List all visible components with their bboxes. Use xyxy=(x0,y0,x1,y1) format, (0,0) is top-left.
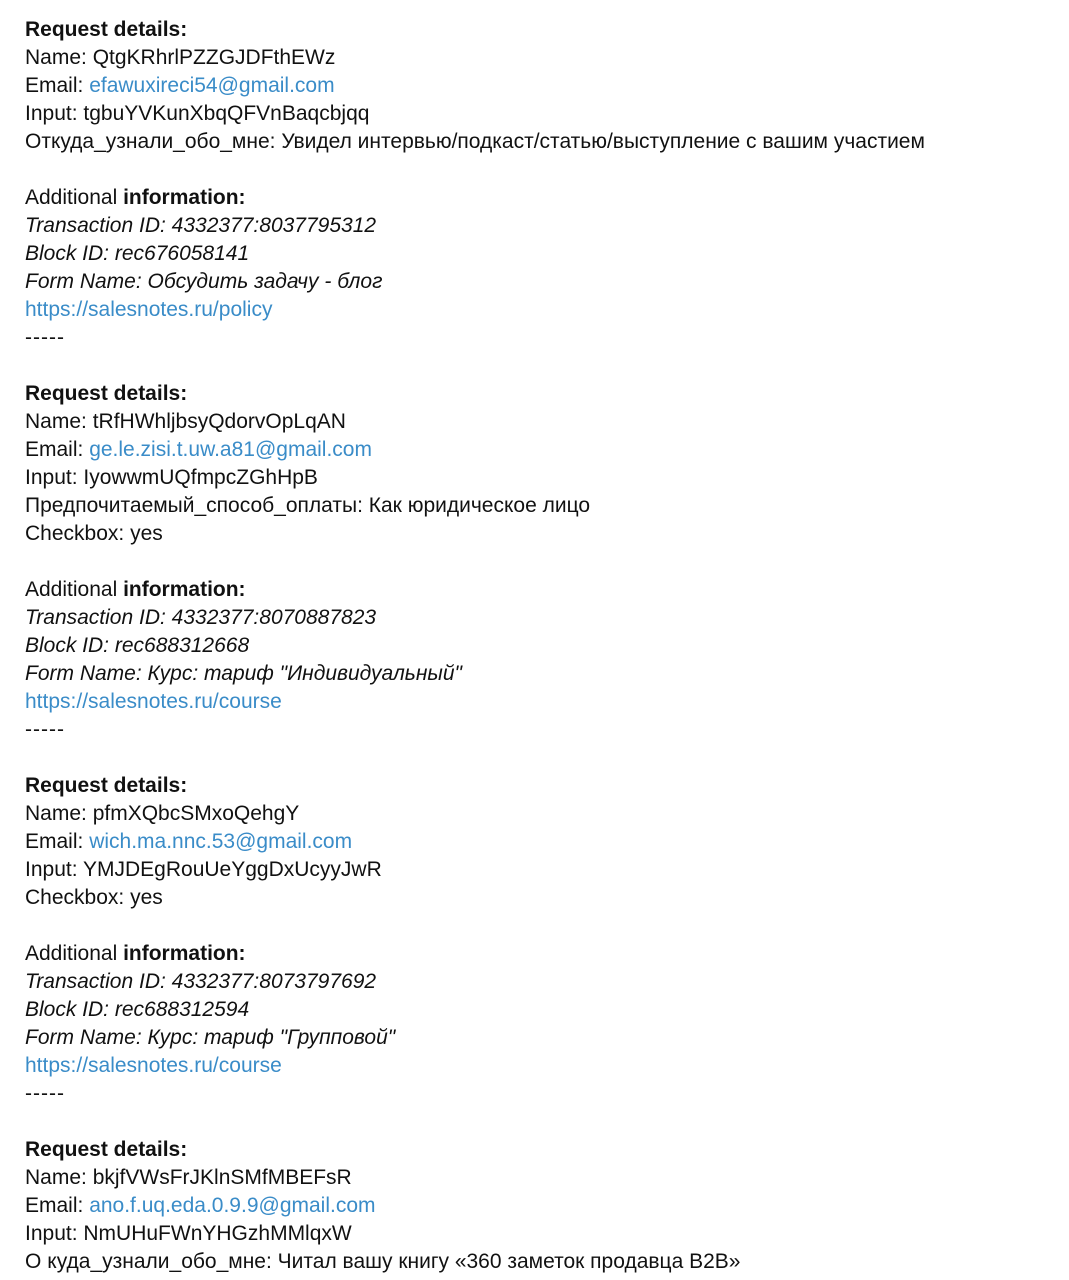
name-row xyxy=(25,408,1069,436)
page-url-link[interactable]: https://salesnotes.ru/policy xyxy=(25,298,273,321)
spacer xyxy=(25,744,1069,772)
form-name-value: Обсудить задачу - блог xyxy=(147,270,383,293)
transaction-id-row: Transaction ID: 4332377:8037795312 xyxy=(25,214,377,237)
transaction-id-value: 4332377:8073797692 xyxy=(171,970,377,993)
field-value: Увидел интервью/подкаст/статью/выступление с вашим участием xyxy=(281,130,925,153)
field-label: Checkbox: xyxy=(25,522,131,545)
field-label: Checkbox: xyxy=(25,886,131,909)
name-value: pfmXQbcSMxoQehgY xyxy=(92,802,300,825)
block-id-value: rec688312668 xyxy=(114,634,250,657)
separator: ----- xyxy=(25,326,65,349)
name-value: tRfHWhljbsyQdorvOpLqAN xyxy=(92,410,346,433)
transaction-id-row: Transaction ID: 4332377:8073797692 xyxy=(25,970,377,993)
spacer xyxy=(25,1108,1069,1136)
form-name-row: Form Name: Курс: тариф "Групповой" xyxy=(25,1026,396,1049)
input-value: NmUHuFWnYHGzhMMlqxW xyxy=(83,1222,352,1245)
request-details-heading: Request details: xyxy=(25,382,188,405)
field-value: Как юридическое лицо xyxy=(368,494,591,517)
payment-method-row xyxy=(25,492,1069,520)
input-row xyxy=(25,1220,1069,1248)
email-link[interactable]: ge.le.zisi.t.uw.a81@gmail.com xyxy=(89,438,372,461)
name-label: Name: xyxy=(25,1166,93,1189)
block-id-row: Block ID: rec688312594 xyxy=(25,998,250,1021)
source-row xyxy=(25,1248,1069,1276)
field-value: yes xyxy=(130,886,163,909)
input-label: Input: xyxy=(25,858,83,881)
request-details-heading: Request details: xyxy=(25,774,188,797)
name-value: QtgKRhrlPZZGJDFthEWz xyxy=(92,46,336,69)
name-value: bkjfVWsFrJKlnSMfMBEFsR xyxy=(92,1166,352,1189)
field-value: yes xyxy=(130,522,163,545)
request-entry-1 xyxy=(25,16,1069,380)
block-id-value: rec676058141 xyxy=(114,242,250,265)
input-row xyxy=(25,856,1069,884)
email-link[interactable]: ano.f.uq.eda.0.9.9@gmail.com xyxy=(89,1194,376,1217)
additional-info-heading: Additional information: xyxy=(25,578,246,601)
block-id-row: Block ID: rec688312668 xyxy=(25,634,250,657)
checkbox-row xyxy=(25,520,1069,548)
request-entry-3 xyxy=(25,772,1069,1136)
field-label: Откуда_узнали_обо_мне: xyxy=(25,130,282,153)
field-label: Предпочитаемый_способ_оплаты: xyxy=(25,494,369,517)
field-label: О куда_узнали_обо_мне: xyxy=(25,1250,278,1273)
name-row xyxy=(25,1164,1069,1192)
spacer xyxy=(25,156,1069,184)
name-label: Name: xyxy=(25,46,93,69)
email-label: Email: xyxy=(25,74,90,97)
source-row xyxy=(25,128,1069,156)
form-name-value: Курс: тариф "Индивидуальный" xyxy=(147,662,462,685)
email-row xyxy=(25,436,1069,464)
name-row xyxy=(25,800,1069,828)
transaction-id-row: Transaction ID: 4332377:8070887823 xyxy=(25,606,377,629)
additional-info-heading: Additional information: xyxy=(25,186,246,209)
name-label: Name: xyxy=(25,802,93,825)
email-row xyxy=(25,72,1069,100)
request-details-heading: Request details: xyxy=(25,18,188,41)
checkbox-row xyxy=(25,884,1069,912)
request-entry-2 xyxy=(25,380,1069,772)
input-row xyxy=(25,464,1069,492)
transaction-id-value: 4332377:8070887823 xyxy=(171,606,377,629)
form-name-value: Курс: тариф "Групповой" xyxy=(147,1026,396,1049)
email-row xyxy=(25,828,1069,856)
spacer xyxy=(25,548,1069,576)
email-link[interactable]: efawuxireci54@gmail.com xyxy=(89,74,335,97)
email-row xyxy=(25,1192,1069,1220)
input-value: YMJDEgRouUeYggDxUcyyJwR xyxy=(83,858,382,881)
email-label: Email: xyxy=(25,1194,90,1217)
separator: ----- xyxy=(25,718,65,741)
email-label: Email: xyxy=(25,438,90,461)
request-entry-4 xyxy=(25,1136,1069,1276)
form-name-row: Form Name: Курс: тариф "Индивидуальный" xyxy=(25,662,462,685)
field-value: Читал вашу книгу «360 заметок продавца B2B» xyxy=(277,1250,741,1273)
input-label: Input: xyxy=(25,102,84,125)
input-label: Input: xyxy=(25,1222,84,1245)
input-label: Input: xyxy=(25,466,84,489)
input-value: tgbuYVKunXbqQFVnBaqcbjqq xyxy=(83,102,370,125)
name-row xyxy=(25,44,1069,72)
spacer xyxy=(25,352,1069,380)
block-id-value: rec688312594 xyxy=(114,998,250,1021)
additional-info-heading: Additional information: xyxy=(25,942,246,965)
separator: ----- xyxy=(25,1082,65,1105)
email-label: Email: xyxy=(25,830,90,853)
request-details-heading: Request details: xyxy=(25,1138,188,1161)
block-id-row: Block ID: rec676058141 xyxy=(25,242,250,265)
input-value: IyowwmUQfmpcZGhHpB xyxy=(83,466,318,489)
page-url-link[interactable]: https://salesnotes.ru/course xyxy=(25,690,282,713)
name-label: Name: xyxy=(25,410,93,433)
input-row xyxy=(25,100,1069,128)
page-url-link[interactable]: https://salesnotes.ru/course xyxy=(25,1054,282,1077)
transaction-id-value: 4332377:8037795312 xyxy=(171,214,377,237)
email-link[interactable]: wich.ma.nnc.53@gmail.com xyxy=(89,830,353,853)
form-name-row: Form Name: Обсудить задачу - блог xyxy=(25,270,383,293)
spacer xyxy=(25,912,1069,940)
